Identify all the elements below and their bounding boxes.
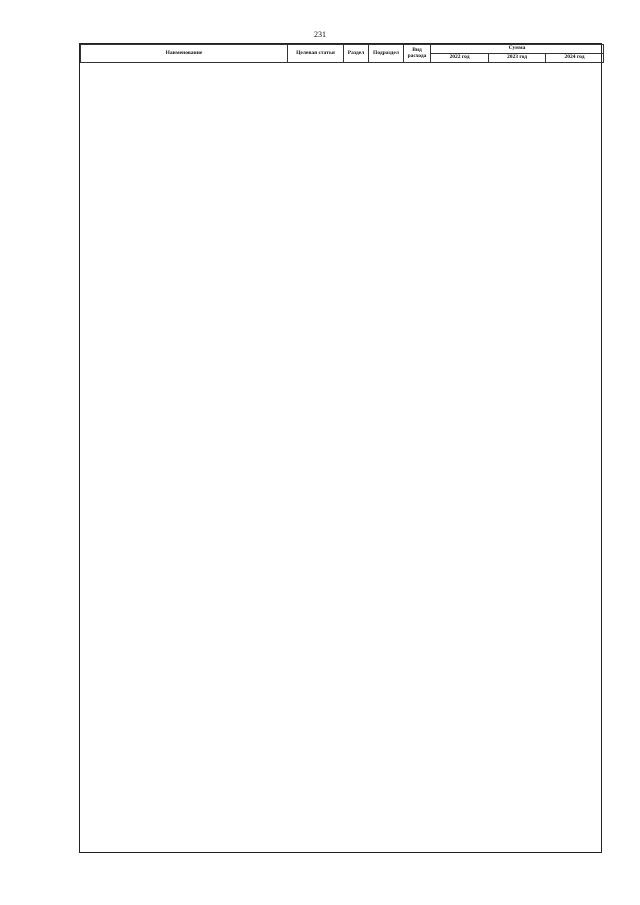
header-expense-type: Вид расхода: [404, 45, 431, 63]
header-2024: 2024 год: [546, 54, 604, 63]
header-2022: 2022 год: [431, 54, 489, 63]
page-number: 231: [314, 30, 326, 39]
header-section: Раздел: [344, 45, 369, 63]
header-2023: 2023 год: [489, 54, 546, 63]
budget-table-sheet: [79, 43, 602, 853]
header-target: Целевая статья: [288, 45, 344, 63]
header-name: Наименование: [81, 45, 288, 63]
budget-table: [80, 44, 604, 63]
header-subsection: Подраздел: [369, 45, 404, 63]
header-sum: Сумма: [431, 45, 604, 54]
